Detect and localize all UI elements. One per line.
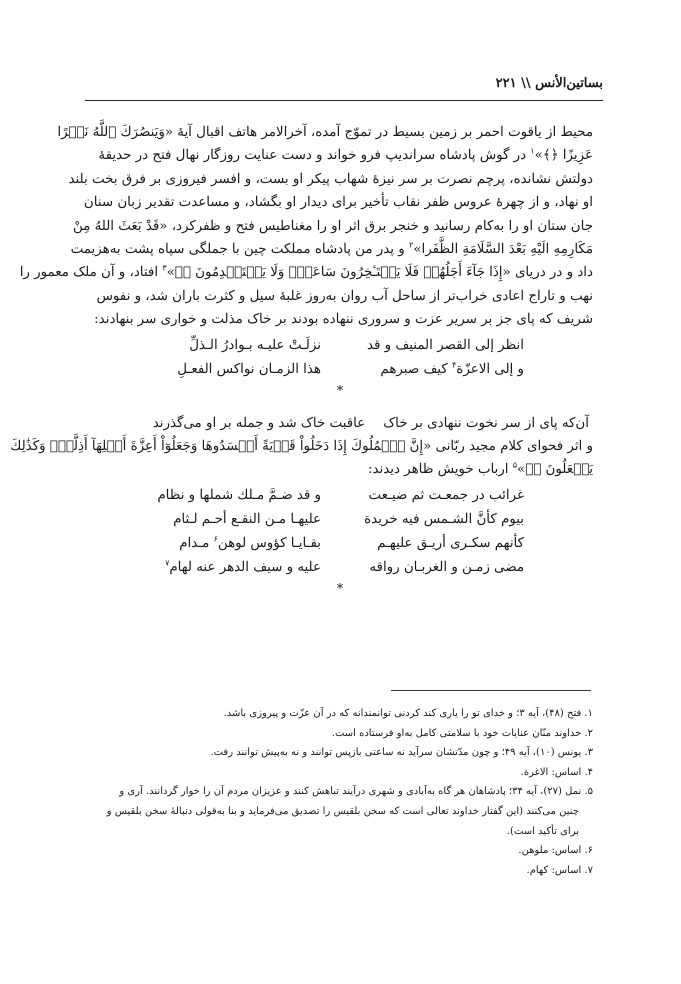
text-line: محیط از یاقوت احمر بر زمین بسیط در تموّج آمده، آخرالامر هاتف اقبال آیهٔ «وَيَنصُرَكَ ٱللَّهُ نَصۡرًا: [57, 125, 593, 140]
footnote-marker: ۲: [409, 240, 414, 250]
hemistich: بقـايـا كؤوس لوهن$^۶$ مـدام: [179, 534, 321, 551]
hemistich: عليه و سيف الدهر عنه لهام$^۷$: [165, 558, 321, 575]
section-star: *: [336, 581, 344, 597]
hemistich: عليهـا مـن النقـع أحـم لـثام: [173, 511, 321, 527]
footnote-5-continued: چنین می‌کنند (این گفتار خداوند تعالی است که سخن بلقیس را تصدیق می‌فرماید و بنا به‌قولی دنبالهٔ سخن بلقیس و: [106, 805, 579, 817]
main-text: [10, 121, 593, 600]
footnote-marker: ۳: [162, 263, 167, 273]
hemistich: كأنهم سكـرى أريـق عليهـم: [377, 535, 524, 551]
paragraph-1: [19, 121, 593, 332]
arabic-verses-2: [87, 484, 593, 580]
hemistich: انظر إلى القصر المنيف و قد: [366, 337, 524, 353]
paragraph-2: [10, 435, 593, 482]
verse-line: [87, 484, 593, 508]
text-line: عَزِيزًا ﴿﴾»$^۱$ در گوش پادشاه سراندیپ فرو خواند و دست عنایت روزگار نهال فتح در حدیقهٔ: [98, 146, 593, 164]
hemistich: و قد ضـمَّ مـلك شملها و نظام: [157, 487, 321, 503]
hemistich: نزلَـتْ عليـه بـوادرُ الـذلِّ: [189, 337, 321, 353]
footnote-rule: [391, 690, 591, 691]
footnote-4: ۴. اساس: الاغرة.: [520, 766, 593, 778]
hemistich: هذا الزمـان نواكس الفعـلِ: [177, 361, 321, 377]
footnote-marker: ۷: [165, 558, 170, 568]
footnote-6: ۶. اساس: ملوهن.: [518, 845, 593, 857]
verse-line: [87, 358, 593, 382]
section-star: *: [336, 383, 344, 399]
verse-line: [87, 556, 593, 580]
footnote-3: ۳. یونس (۱۰)، آیه ۴۹؛ و چون مدّتشان سرآید نه ساعتی بازپس توانند و نه به‌پیش توانند رفت.: [210, 747, 593, 759]
footnote-5: ۵. نمل (۲۷)، آیه ۳۴؛ پادشاهان هر گاه به‌آبادی و شهری درآیند تباهش کنند و عزیزان مردم آن را خوار گردانند. آری و: [119, 786, 593, 798]
text-line: شریف که پای جز بر سریر عزت و سروری ننهاده بودند بر خاک مذلت و خواری سر بنهادند:: [94, 312, 593, 328]
footnote-marker: ۱: [530, 146, 535, 156]
persian-couplet: [87, 412, 593, 435]
verse-line: [87, 532, 593, 556]
text-line: داد و در دریای «إِذَا جَآءَ أَجَلُهُمۡ فَلَا يَسۡتَـٔخِرُونَ سَاعَةًۖ وَلَا يَسۡتَقۡدِمُونَ ﴿﴾»$^۳$ افتاد، و آن ملک معمور را: [19, 263, 593, 281]
footnote-1: ۱. فتح (۴۸)، آیه ۳؛ و خدای تو را یاری کند کردنی توانمندانه که در آن عزّت و پیروزی باشد.: [223, 708, 593, 719]
text-line: و اثر فحوای کلام مجید ربّانی «إِنَّ ٱلۡمُلُوكَ إِذَا دَخَلُواْ قَرۡيَةً أَفۡسَدُوهَا وَجَعَلُوٓاْ أَعِزَّةَ أَهۡلِهَآ أَذِلَّةًۖ وَكَذَٰلِكَ: [10, 439, 593, 455]
hemistich: مضى زمـن و الغربـان رواقه: [369, 559, 524, 575]
hemistich: عاقبت خاک شد و جمله بر او می‌گذرند: [152, 415, 366, 431]
footnote-2: ۲. خداوند منّان عنایات خود با سلامتی کامل به‌او فرستاده است.: [331, 727, 593, 739]
hemistich: بیوم كأنَّ الشـمس فيه خريدة: [364, 511, 524, 527]
footnote-5-continued: برای تأکید است).: [506, 825, 579, 837]
footnote-7: ۷. اساس: کهام.: [526, 864, 593, 876]
verse-line: [87, 508, 593, 532]
arabic-verses-1: [87, 334, 593, 382]
text-line: يَفۡعَلُونَ ﴿﴾»$^۵$ ارباب خویش ظاهر دیدند:: [367, 461, 593, 478]
header-rule: [85, 100, 603, 101]
text-line: جان ستان او را به‌کام رسانید و خنجر برق اثر او را مغناطیس فتح و ظفرکرد، «قَدْ بَعَثَ اللهُ مِنْ: [72, 218, 593, 234]
text-line: او نهاد، و از چهرهٔ عروس ظفر نقاب تأخیر برای دیدار او بگشاد، و مساعدت تقدیر زبان سنان: [83, 195, 593, 211]
verse-line: [87, 334, 593, 358]
footnote-marker: ۶: [213, 534, 218, 544]
footnotes: [87, 704, 593, 880]
hemistich: و إلى الاعزّة$^۴$ كيف صبرهم: [380, 360, 524, 377]
footnote-marker: ۵: [512, 461, 518, 470]
hemistich: غرائب در جمعـت ثم ضيـعت: [368, 487, 524, 503]
running-title: بساتین‌الأنس \\ ۲۲۱: [495, 76, 603, 91]
text-line: نهب و تاراج اعادی خراب‌تر از ساحل آب روان به‌روز غلبهٔ سیل و کثرت باران شد، و نفوس: [96, 288, 593, 304]
text-line: مَكَارِمِهِ الَيْهِ بَعْدَ السَّلَامَةِ الظَّفَرا»$^۲$ و پدر من پادشاه مملکت چین با جملگی سپاه پشت به‌هزیمت: [70, 240, 593, 258]
footnote-marker: ۴: [452, 360, 457, 370]
hemistich: آن‌که پای از سر نخوت ننهادی بر خاک: [383, 415, 589, 431]
text-line: دولتش نشانده، پرچم نصرت بر سر نیزهٔ شهاب پیکر او بست، و افسر فیروزی بر فرق بخت بلند: [68, 171, 593, 187]
page-header: [85, 76, 603, 98]
